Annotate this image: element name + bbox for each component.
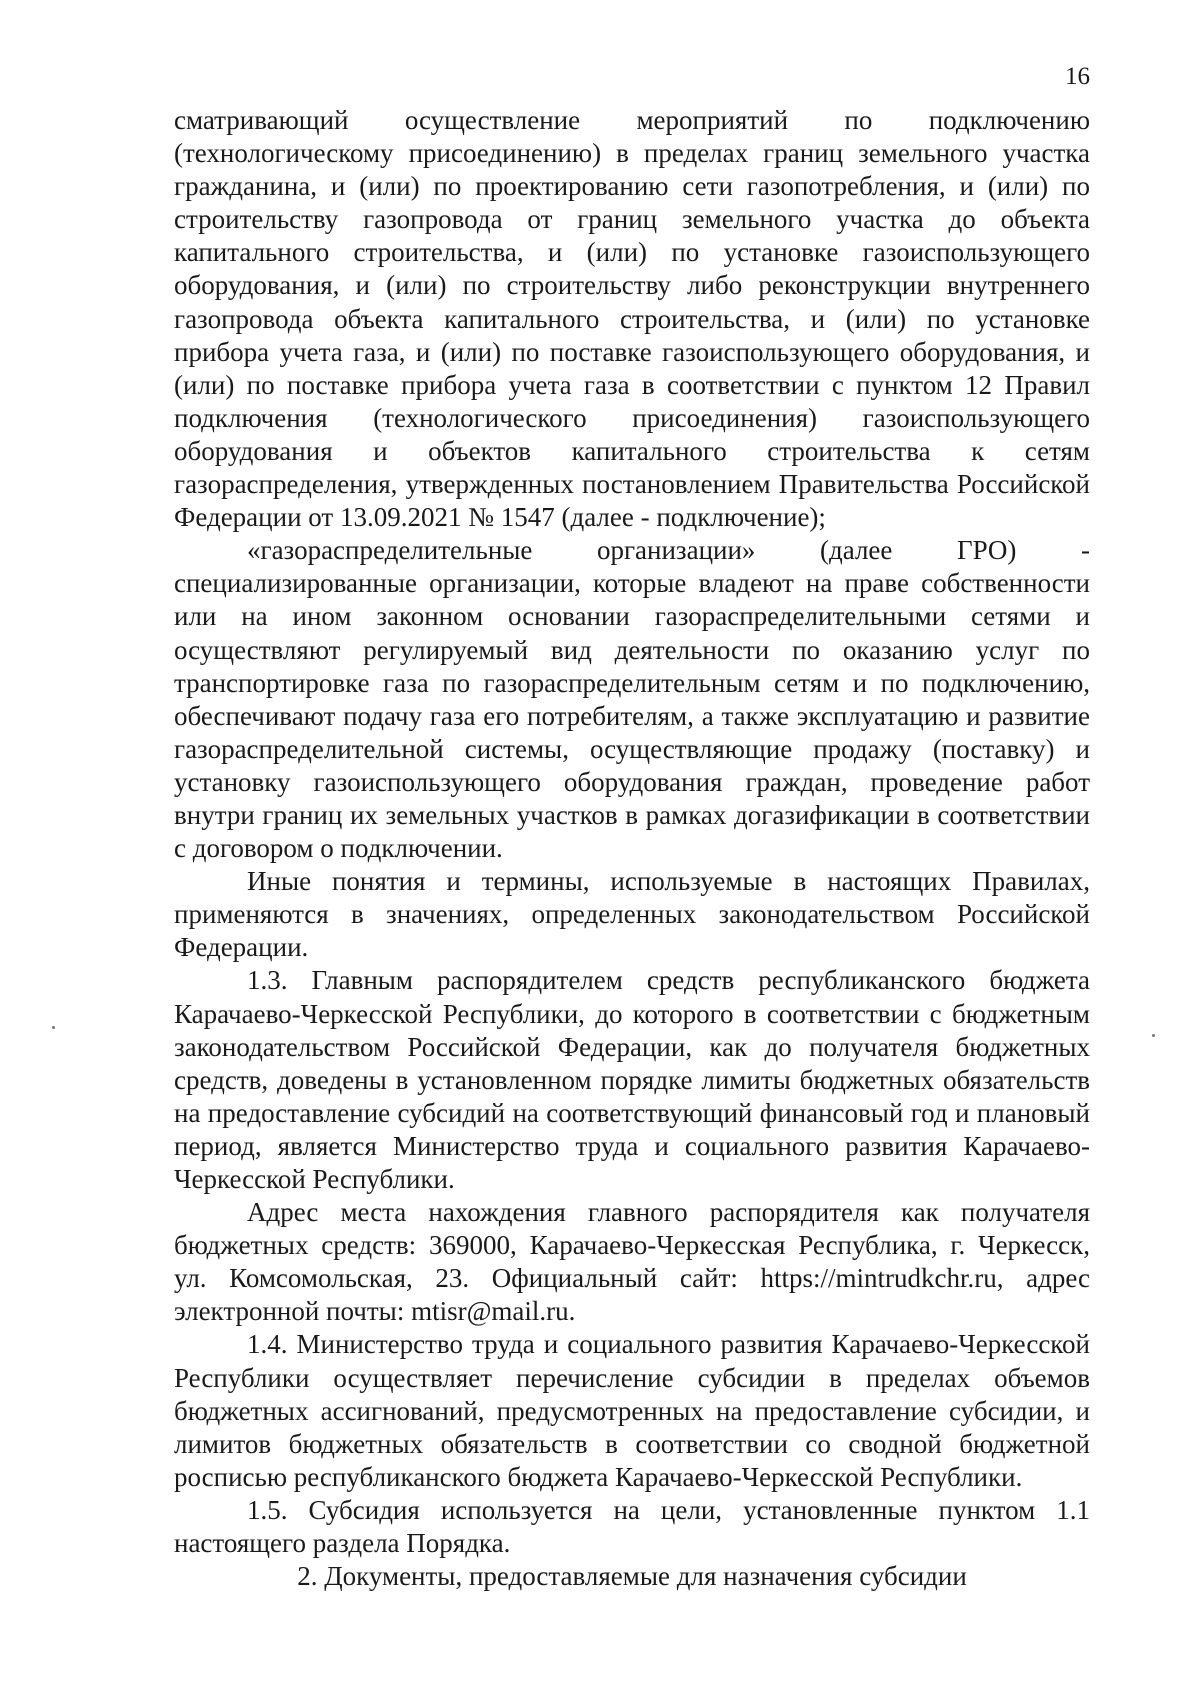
paragraph-1-3: 1.3. Главным распорядителем средств республиканского бюджета Карачаево-Черкесской Республики, до которого в соответствии с бюджетным законодательством Российской Федерации, как до получателя бюджетных средств, доведены в установленном порядке лимиты бюджетных обязательств на предоставление субсидий на соответствующий финансовый год и плановый период, является Министерство труда и социального развития Карачаево-Черкесской Республики. <box>174 965 1090 1194</box>
document-body <box>174 104 1090 1593</box>
paragraph-1-5: 1.5. Субсидия используется на цели, установленные пунктом 1.1 настоящего раздела Порядка. <box>174 1494 1090 1559</box>
paragraph-gro-definition: «газораспределительные организации» (далее ГРО) - специализированные организации, которые владеют на праве собственности или на ином законном основании газораспределительными сетями и осуществляют регулируемый вид деятельности по оказанию услуг по транспортировке газа по газораспределительным сетям и по подключению, обеспечивают подачу газа его потребителям, а также эксплуатацию и развитие газораспределительной системы, осуществляющие продажу (поставку) и установку газоиспользующего оборудования граждан, проведение работ внутри границ их земельных участков в рамках догазификации в соответствии с договором о подключении. <box>174 535 1090 864</box>
paragraph-1-4: 1.4. Министерство труда и социального развития Карачаево-Черкесской Республики осуществляет перечисление субсидии в пределах объемов бюджетных ассигнований, предусмотренных на предоставление субсидии, и лимитов бюджетных обязательств в соответствии со сводной бюджетной росписью республиканского бюджета Карачаево-Черкесской Республики. <box>174 1329 1090 1492</box>
section-heading-2: 2. Документы, предоставляемые для назначения субсидии <box>297 1561 967 1592</box>
scan-speck <box>1152 1034 1155 1037</box>
page-number: 16 <box>1065 63 1090 90</box>
scan-speck <box>52 1026 55 1029</box>
paragraph-other-terms: Иные понятия и термины, используемые в настоящих Правилах, применяются в значениях, определенных законодательством Российской Федерации. <box>174 866 1090 963</box>
paragraph-address: Адрес места нахождения главного распорядителя как получателя бюджетных средств: 369000, Карачаево-Черкесская Республика, г. Черкесск, ул. Комсомольская, 23. Официальный сайт: https://mintrudkchr.ru, адрес электронной почты: mtisr@mail.ru. <box>174 1197 1090 1327</box>
paragraph-definition-continuation: сматривающий осуществление мероприятий по подключению (технологическому присоединению) в пределах границ земельного участка гражданина, и (или) по проектированию сети газопотребления, и (или) по строительству газопровода от границ земельного участка до объекта капитального строительства, и (или) по установке газоиспользующего оборудования, и (или) по строительству либо реконструкции внутреннего газопровода объекта капитального строительства, и (или) по установке прибора учета газа, и (или) по поставке газоиспользующего оборудования, и (или) по поставке прибора учета газа в соответствии с пунктом 12 Правил подключения (технологического присоединения) газоиспользующего оборудования и объектов капитального строительства к сетям газораспределения, утвержденных постановлением Правительства Российской Федерации от 13.09.2021 № 1547 (далее - подключение); <box>174 105 1090 533</box>
